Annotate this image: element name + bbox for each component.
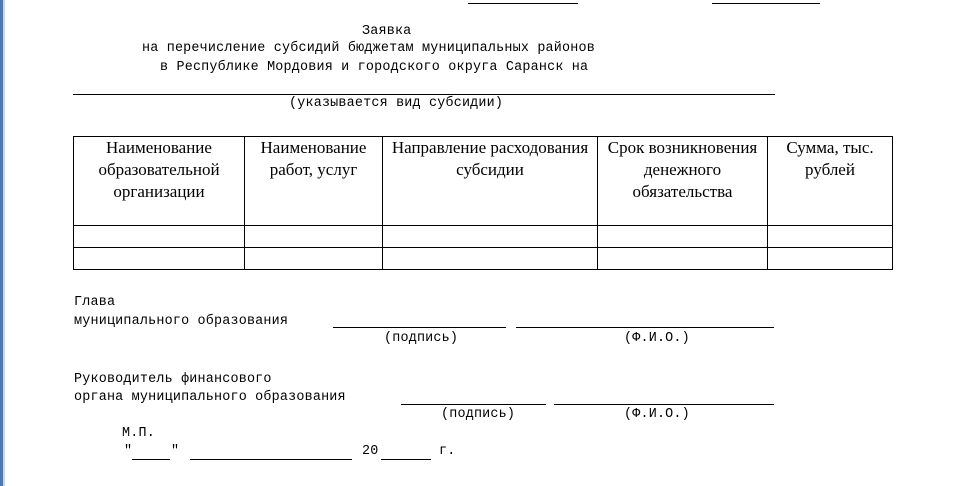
table-cell[interactable] (245, 248, 383, 270)
column-header-deadline: Срок возникновения денежного обязательства (598, 137, 768, 226)
table-cell[interactable] (598, 226, 768, 248)
finance-title-line2: органа муниципального образования (74, 390, 346, 405)
table-cell[interactable] (383, 226, 598, 248)
date-year-prefix: 20 (362, 444, 379, 459)
finance-title-line1: Руководитель финансового (74, 372, 272, 387)
head-name-blank[interactable] (516, 327, 774, 328)
head-signature-caption: (подпись) (384, 331, 459, 346)
window-left-border-shade (3, 0, 5, 486)
table-cell[interactable] (768, 226, 893, 248)
table-cell[interactable] (598, 248, 768, 270)
subsidy-type-blank[interactable] (73, 94, 775, 95)
document-subtitle-line2: в Республике Мордовия и городского округа Саранск на (160, 60, 589, 75)
head-name-caption: (Ф.И.О.) (624, 331, 690, 346)
finance-signature-blank[interactable] (401, 404, 546, 405)
head-title-line2: муниципального образования (74, 314, 289, 329)
finance-signature-caption: (подпись) (441, 407, 516, 422)
date-year-suffix: г. (439, 444, 456, 459)
date-quote-close: " (171, 444, 180, 459)
document-title: Заявка (362, 24, 412, 39)
head-title-line1: Глава (74, 295, 116, 310)
date-month-blank[interactable] (190, 459, 352, 460)
table-cell[interactable] (74, 248, 245, 270)
top-cut-line (712, 0, 820, 4)
table-cell[interactable] (74, 226, 245, 248)
table-header-row (74, 137, 893, 226)
column-header-direction: Направление расходования субсидии (383, 137, 598, 226)
table-cell[interactable] (768, 248, 893, 270)
column-header-amount: Сумма, тыс. рублей (768, 137, 893, 226)
stamp-place-label: М.П. (122, 426, 155, 441)
column-header-organization: Наименование образовательной организации (74, 137, 245, 226)
table-cell[interactable] (245, 226, 383, 248)
head-signature-blank[interactable] (333, 327, 506, 328)
column-header-works: Наименование работ, услуг (245, 137, 383, 226)
finance-name-caption: (Ф.И.О.) (624, 407, 690, 422)
date-quote-open: " (124, 444, 133, 459)
top-cut-line (468, 0, 578, 4)
table-row (74, 248, 893, 270)
table-row (74, 226, 893, 248)
finance-name-blank[interactable] (554, 404, 774, 405)
document-subtitle-line1: на перечисление субсидий бюджетам муниципальных районов (142, 41, 595, 56)
table-cell[interactable] (383, 248, 598, 270)
date-year-blank[interactable] (381, 459, 431, 460)
subsidy-type-caption: (указывается вид субсидии) (289, 96, 504, 111)
date-day-blank[interactable] (132, 459, 170, 460)
subsidy-table (73, 136, 893, 270)
